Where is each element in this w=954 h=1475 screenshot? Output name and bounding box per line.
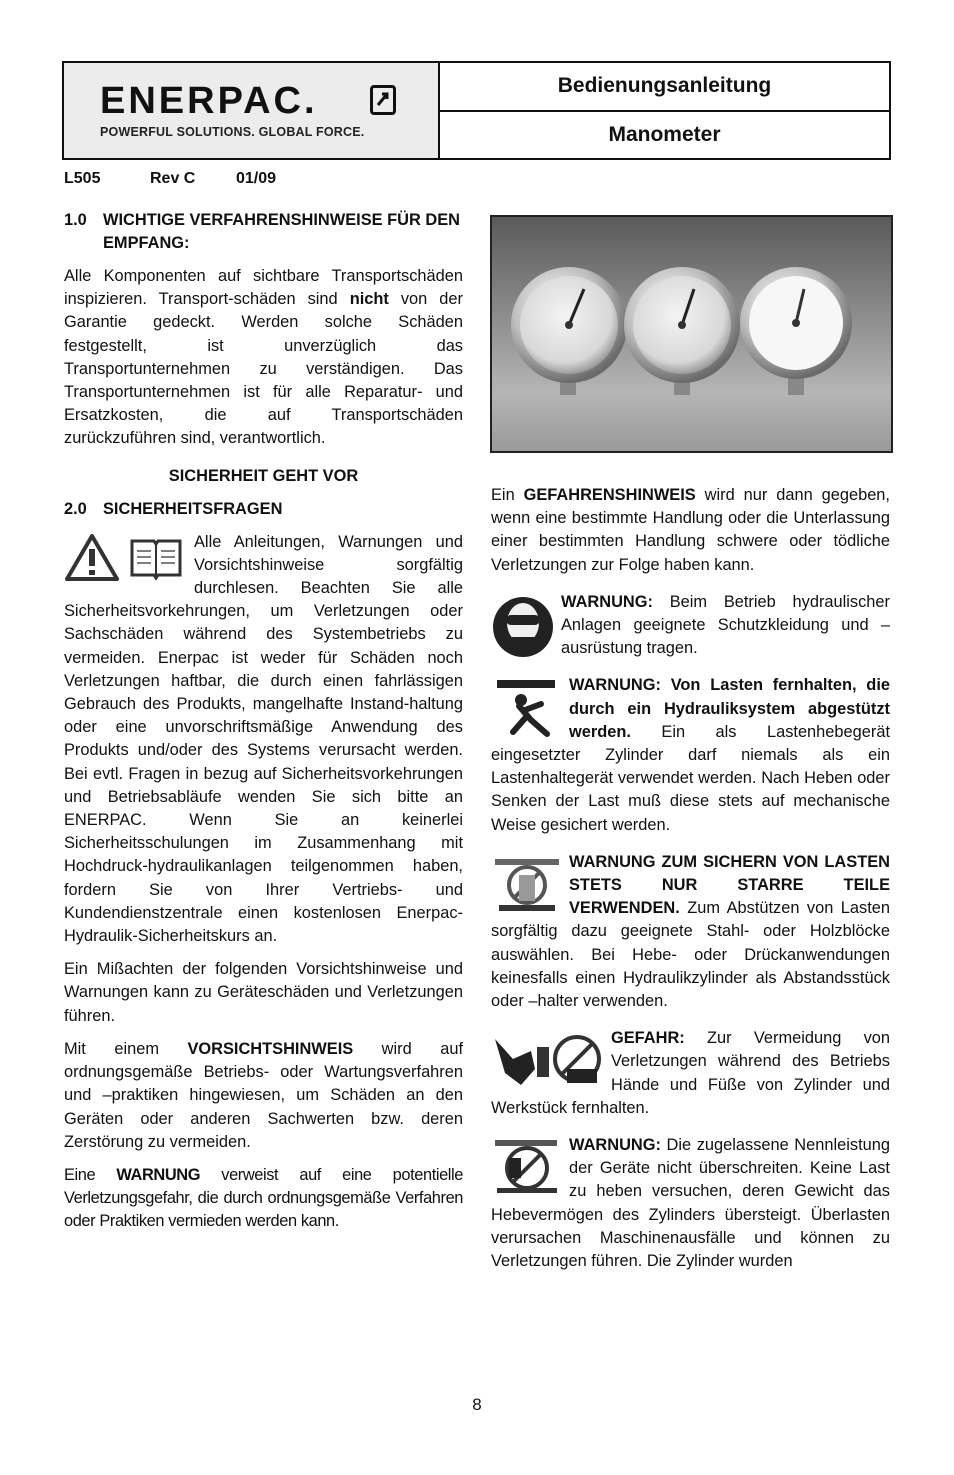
doc-date: 01/09 xyxy=(236,170,277,187)
danger-definition: Ein GEFAHRENSHINWEIS wird nur dann gegeben, wenn eine bestimmte Handlung oder die Unterlassung einer bestimmten Handlung schwere oder tödliche Verletzungen zur Folge haben kann. xyxy=(491,486,890,574)
section-2-heading: 2.0 SICHERHEITSFRAGEN xyxy=(64,499,283,518)
brand-mark-icon xyxy=(370,85,396,115)
warning-rigid-parts: WARNUNG ZUM SICHERN VON LASTEN STETS NUR STARRE TEILE VERWENDEN. Zum Abstützen von Lasten sorgfältig dazu geeignete Stahl- oder Holzblöcke auswählen. Bei Hebe- oder Drückanwendungen keinesfalls einen Hydraulikzylinder als Abstandsstück oder –halter verwenden. xyxy=(491,852,890,1011)
section-1-heading: 1.0 WICHTIGE VERFAHRENSHINWEISE FÜR DEN EMPFANG: xyxy=(64,211,460,252)
gauge-left xyxy=(511,267,627,395)
gauge-middle xyxy=(624,267,740,395)
gauges-photo xyxy=(490,215,893,453)
document-header xyxy=(62,61,891,160)
safety-icons xyxy=(64,533,184,583)
warning-triangle-icon xyxy=(64,533,120,583)
page-number: 8 xyxy=(472,1395,482,1414)
section-2-paragraph-2: Ein Mißachten der folgenden Vorsichtshinweise und Warnungen kann zu Geräteschäden und Verletzungen führen. xyxy=(64,960,463,1025)
gauge-right xyxy=(740,267,852,395)
section-2-paragraph-4: Eine WARNUNG verweist auf eine potentielle Verletzungsgefahr, die durch ordnungsgemäße Verfahren oder Praktiken vermieden werden kann. xyxy=(64,1165,464,1231)
protective-gear-icon xyxy=(491,593,555,659)
section-2-paragraph-3: Mit einem VORSICHTSHINWEIS wird auf ordnungsgemäße Betriebs- oder Wartungsverfahren und –praktiken hingewiesen, um Schäden an den Geräten oder anderen Sachwerten bzw. deren Zerstörung zu vermeiden. xyxy=(64,1039,463,1151)
brand-name: ENERPAC. xyxy=(100,80,318,122)
doc-revision: Rev C xyxy=(150,170,196,187)
document-reference xyxy=(64,170,276,188)
danger-hands-feet: GEFAHR: Zur Vermeidung von Verletzungen während des Betriebs Hände und Füße von Zylinder und Werkstück fernhalten. xyxy=(491,1029,890,1117)
right-column xyxy=(491,484,890,1283)
left-column xyxy=(64,209,463,1244)
enerpac-logo xyxy=(64,63,440,158)
section-1-paragraph: Alle Komponenten auf sichtbare Transportschäden inspizieren. Transport-schäden sind nicht von der Garantie gedeckt. Werden solche Schäden festgestellt, ist unverzüglich das Transportunternehmen zu verständigen. Das Transportunternehmen ist für alle Reparatur- und Ersatzkosten, die auf Transportschäden zurückzuführen sind, verantwortlich. xyxy=(64,267,463,448)
doc-code: L505 xyxy=(64,170,101,187)
document-title: Bedienungsanleitung xyxy=(440,63,889,112)
pinch-hazard-icon xyxy=(491,1029,605,1089)
falling-load-icon xyxy=(491,676,563,742)
safety-first-heading: SICHERHEIT GEHT VOR xyxy=(168,466,359,485)
rigid-support-icon xyxy=(491,853,563,919)
section-2-paragraph-1: Alle Anleitungen, Warnungen und Vorsichtshinweise sorgfältig durchlesen. Beachten Sie alle Sicherheitsvorkehrungen, um Verletzungen oder Sachschäden während des Systembetriebs zu vermeiden. Enerpac ist weder für Schäden noch Verletzungen haftbar, die durch einen fahrlässigen Gebrauch des Produkts, mangelhafte Instand-haltung oder eine unvorschriftsmäßige Anwendung des Produkts und/oder des Systems verursacht werden. Bei evtl. Fragen in bezug auf Sicherheitsvorkehrungen und Betriebsabläufe wenden Sie sich bitte an ENERPAC. Wenn Sie an keinerlei Sicherheitsschulungen im Zusammenhang mit Hochdruck-hydraulikanlagen teilgenommen haben, fordern Sie von Ihrer Vertriebs- und Kundendienstzentrale einen kostenlosen Enerpac-Hydraulik-Sicherheitskurs an. xyxy=(64,532,463,946)
pressure-gauges-image xyxy=(492,217,891,451)
title-cell xyxy=(440,63,889,158)
warning-protective-gear: WARNUNG: Beim Betrieb hydraulischer Anlagen geeignete Schutzkleidung und –ausrüstung tragen. xyxy=(491,591,890,661)
brand-tagline: POWERFUL SOLUTIONS. GLOBAL FORCE. xyxy=(100,125,365,139)
warning-stay-clear-of-loads: WARNUNG: Von Lasten fernhalten, die durch ein Hydrauliksystem abgestützt werden. Ein als Lastenhebegerät eingesetzter Zylinder darf niemals als ein Lastenhaltegerät verwendet werden. Nach Heben oder Senken der Last muß diese stets auf mechanische Weise gesichert werden. xyxy=(491,676,890,834)
read-manual-book-icon xyxy=(128,533,184,583)
warning-rated-capacity: WARNUNG: Die zugelassene Nennleistung der Geräte nicht überschreiten. Keine Last zu heben versuchen, deren Gewicht das Hebevermögen des Zylinders übersteigt. Überlasten verursachen Maschinenausfälle und können zu Verletzungen führen. Die Zylinder wurden xyxy=(491,1136,890,1271)
document-subtitle: Manometer xyxy=(608,122,721,146)
overload-icon xyxy=(491,1136,563,1196)
